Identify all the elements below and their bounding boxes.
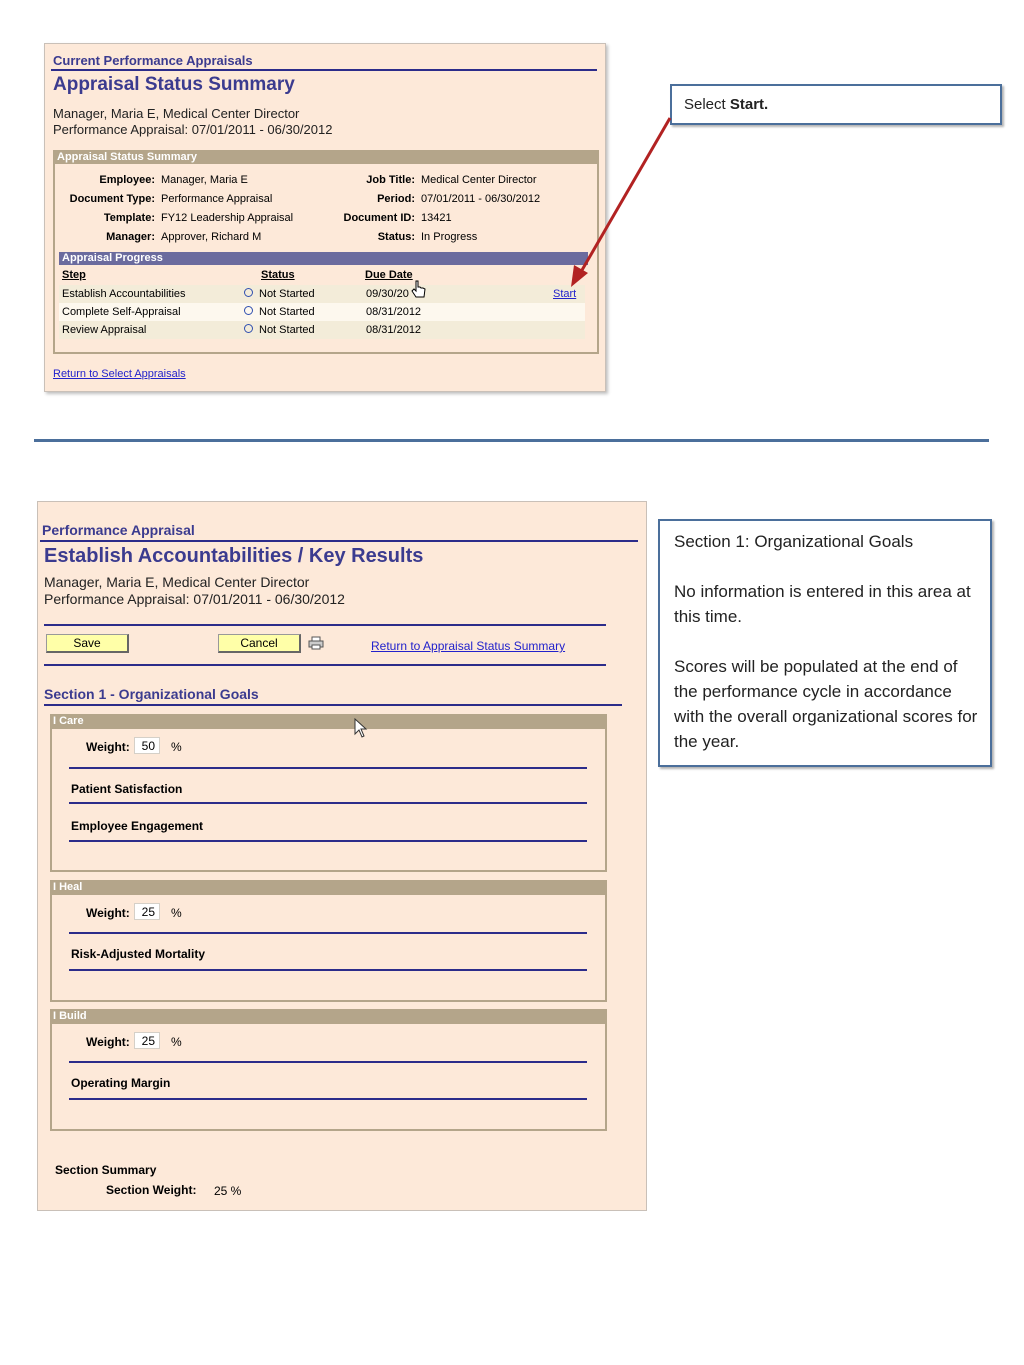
section-title: Section 1 - Organizational Goals	[44, 686, 259, 702]
progress-row	[59, 285, 585, 303]
employee-value: Manager, Maria E	[161, 174, 248, 186]
toolbar-top-rule	[44, 624, 606, 626]
title-rule	[40, 540, 638, 542]
status-value: In Progress	[421, 231, 478, 243]
step-name: Review Appraisal	[62, 324, 147, 336]
status-circle-icon	[244, 306, 253, 315]
template-label: Template:	[103, 212, 155, 224]
save-button[interactable]: Save	[46, 634, 129, 653]
docid-label: Document ID:	[343, 212, 415, 224]
period-value: 07/01/2011 - 06/30/2012	[421, 193, 541, 205]
select-start-callout	[670, 84, 1002, 125]
percent-sign: %	[171, 906, 182, 920]
pointer-arrow-icon	[565, 115, 675, 290]
group-i-heal	[50, 880, 607, 1002]
doctype-value: Performance Appraisal	[161, 193, 273, 205]
period-line: Performance Appraisal: 07/01/2011 - 06/30/2012	[53, 122, 333, 137]
status-circle-icon	[244, 324, 253, 333]
step-status: Not Started	[244, 303, 315, 321]
weight-label: Weight:	[86, 1035, 130, 1049]
group-header-i-heal: I Heal	[50, 880, 607, 895]
section-weight-label: Section Weight:	[106, 1183, 197, 1197]
docid-value: 13421	[421, 212, 452, 224]
section-summary-title: Section Summary	[55, 1163, 157, 1177]
status-label: Status:	[377, 231, 415, 243]
employee-line: Manager, Maria E, Medical Center Director	[44, 574, 310, 590]
template-value: FY12 Leadership Appraisal	[161, 212, 294, 224]
step-due-date: 08/31/2012	[366, 324, 422, 336]
page-title: Appraisal Status Summary	[53, 74, 295, 95]
callout-bold: Start.	[729, 96, 769, 113]
component-title: Performance Appraisal	[42, 522, 195, 538]
doctype-label: Document Type:	[69, 193, 155, 205]
period-line: Performance Appraisal: 07/01/2011 - 06/30/2012	[44, 591, 345, 607]
jobtitle-value: Medical Center Director	[421, 174, 537, 186]
step-due-date: 09/30/20	[366, 288, 409, 300]
toolbar-bottom-rule	[44, 664, 606, 666]
weight-input[interactable]: 25	[134, 1032, 160, 1049]
section-rule	[44, 704, 622, 706]
section-divider	[34, 439, 989, 442]
goal-patient-satisfaction: Patient Satisfaction	[71, 782, 183, 796]
callout-heading: Section 1: Organizational Goals	[674, 532, 914, 551]
jobtitle-label: Job Title:	[366, 174, 415, 186]
cancel-button[interactable]: Cancel	[218, 634, 301, 653]
manager-label: Manager:	[106, 231, 155, 243]
percent-sign: %	[171, 1035, 182, 1049]
return-to-select-appraisals-link[interactable]: Return to Select Appraisals	[53, 368, 186, 380]
callout-prefix: Select	[684, 96, 730, 113]
status-circle-icon	[244, 288, 253, 297]
title-rule	[51, 69, 597, 71]
arrow-cursor-icon	[354, 718, 368, 738]
status-summary-group-header: Appraisal Status Summary	[53, 150, 599, 164]
employee-line: Manager, Maria E, Medical Center Director	[53, 106, 300, 121]
step-due-date: 08/31/2012	[366, 306, 422, 318]
group-header-i-build: I Build	[50, 1009, 607, 1024]
col-due-date: Due Date	[365, 269, 413, 281]
weight-label: Weight:	[86, 906, 130, 920]
manager-value: Approver, Richard M	[161, 231, 262, 243]
goal-operating-margin: Operating Margin	[71, 1076, 171, 1090]
print-icon[interactable]	[308, 636, 324, 650]
period-label: Period:	[377, 193, 415, 205]
start-link[interactable]: Start	[553, 288, 577, 300]
percent-sign: %	[171, 740, 182, 754]
group-header-i-care: I Care	[50, 714, 607, 729]
progress-row	[59, 303, 585, 321]
weight-input[interactable]: 25	[134, 903, 160, 920]
step-name: Complete Self-Appraisal	[62, 306, 181, 318]
page-title: Establish Accountabilities / Key Results	[44, 545, 424, 567]
accountabilities-screenshot	[37, 501, 647, 1211]
appraisal-progress-header: Appraisal Progress	[59, 252, 588, 265]
step-name: Establish Accountabilities	[62, 288, 186, 300]
col-step: Step	[62, 269, 86, 281]
component-title: Current Performance Appraisals	[53, 53, 253, 68]
step-status: Not Started	[244, 285, 315, 303]
goal-employee-engagement: Employee Engagement	[71, 819, 204, 833]
col-status: Status	[261, 269, 295, 281]
progress-row	[59, 321, 585, 339]
group-i-build	[50, 1009, 607, 1131]
hand-cursor-icon	[411, 280, 427, 300]
status-summary-screenshot	[44, 43, 606, 392]
employee-label: Employee:	[99, 174, 155, 186]
callout-para-2: Scores will be populated at the end of the performance cycle in accordance with the overall organizational scores for the year.	[674, 657, 978, 751]
callout-para-1: No information is entered in this area at this time.	[674, 582, 971, 626]
section-info-callout	[658, 519, 992, 767]
weight-label: Weight:	[86, 740, 130, 754]
weight-input[interactable]: 50	[134, 737, 160, 754]
step-status: Not Started	[244, 321, 315, 339]
section-weight-value: 25 %	[214, 1184, 242, 1198]
return-to-status-summary-link[interactable]: Return to Appraisal Status Summary	[371, 639, 566, 653]
goal-risk-adjusted-mortality: Risk-Adjusted Mortality	[71, 947, 206, 961]
